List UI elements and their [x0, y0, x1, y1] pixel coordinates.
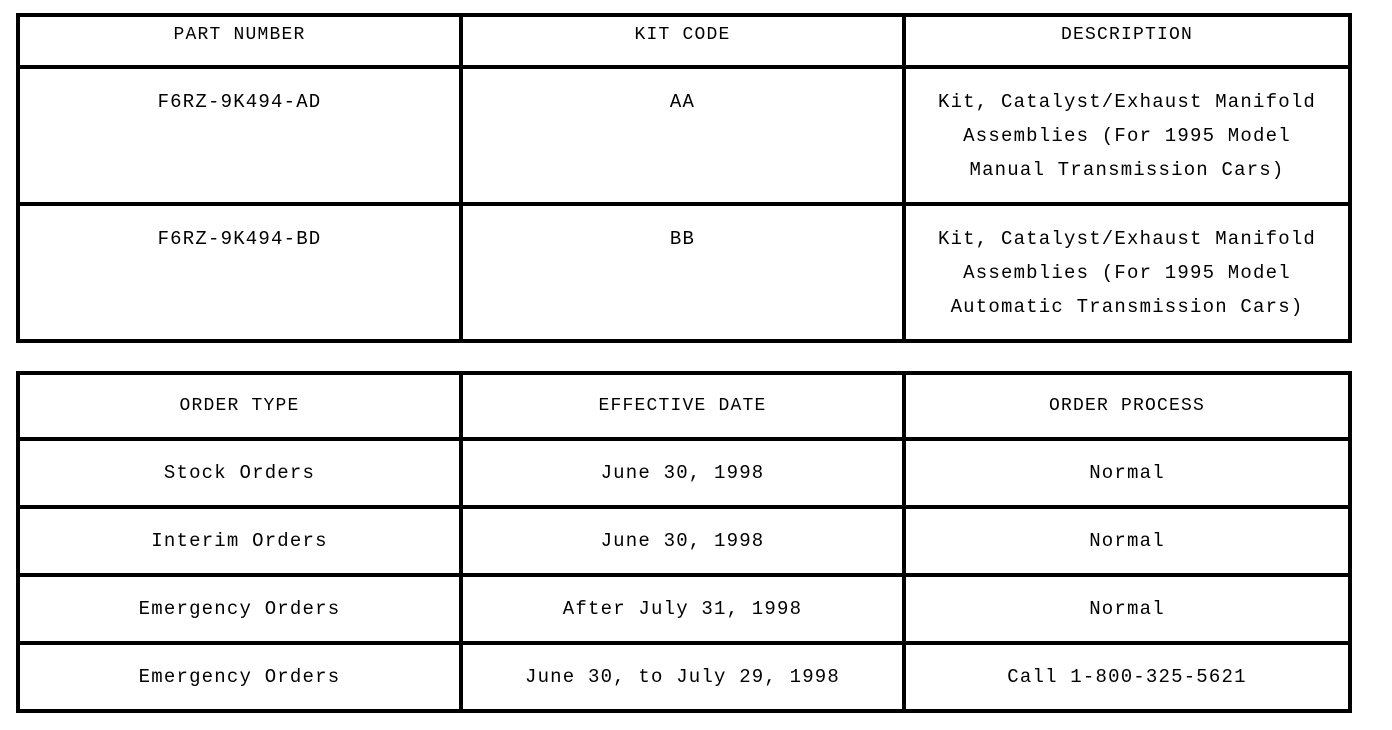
header-order-type: ORDER TYPE — [18, 373, 461, 439]
effective-date-cell: June 30, 1998 — [461, 507, 904, 575]
order-process-cell: Call 1-800-325-5621 — [904, 643, 1350, 711]
description-line: Kit, Catalyst/Exhaust Manifold — [937, 228, 1317, 250]
description-line: Automatic Transmission Cars) — [950, 296, 1304, 318]
order-type-cell: Emergency Orders — [18, 575, 461, 643]
orders-header-row — [18, 373, 1350, 439]
order-type-cell: Interim Orders — [18, 507, 461, 575]
header-part-number: PART NUMBER — [18, 15, 461, 67]
effective-date-cell: June 30, 1998 — [461, 439, 904, 507]
header-effective-date: EFFECTIVE DATE — [461, 373, 904, 439]
kit-code-cell: AA — [461, 67, 904, 204]
order-schedule-table — [16, 371, 1352, 713]
effective-date-cell: June 30, to July 29, 1998 — [461, 643, 904, 711]
description-line: Assemblies (For 1995 Model — [963, 262, 1291, 284]
description-cell — [904, 67, 1350, 204]
description-line: Kit, Catalyst/Exhaust Manifold — [937, 91, 1317, 113]
table-row — [18, 204, 1350, 341]
header-description: DESCRIPTION — [904, 15, 1350, 67]
parts-header-row — [18, 15, 1350, 67]
table-row — [18, 575, 1350, 643]
table-row — [18, 439, 1350, 507]
table-row — [18, 643, 1350, 711]
kit-code-cell: BB — [461, 204, 904, 341]
description-line: Assemblies (For 1995 Model — [963, 125, 1291, 147]
order-process-cell: Normal — [904, 439, 1350, 507]
table-row — [18, 507, 1350, 575]
order-process-cell: Normal — [904, 507, 1350, 575]
table-row — [18, 67, 1350, 204]
effective-date-cell: After July 31, 1998 — [461, 575, 904, 643]
order-type-cell: Stock Orders — [18, 439, 461, 507]
description-line: Manual Transmission Cars) — [969, 159, 1285, 181]
part-number-cell: F6RZ-9K494-BD — [18, 204, 461, 341]
order-process-cell: Normal — [904, 575, 1350, 643]
description-cell — [904, 204, 1350, 341]
header-order-process: ORDER PROCESS — [904, 373, 1350, 439]
parts-kit-table — [16, 13, 1352, 343]
order-type-cell: Emergency Orders — [18, 643, 461, 711]
header-kit-code: KIT CODE — [461, 15, 904, 67]
part-number-cell: F6RZ-9K494-AD — [18, 67, 461, 204]
